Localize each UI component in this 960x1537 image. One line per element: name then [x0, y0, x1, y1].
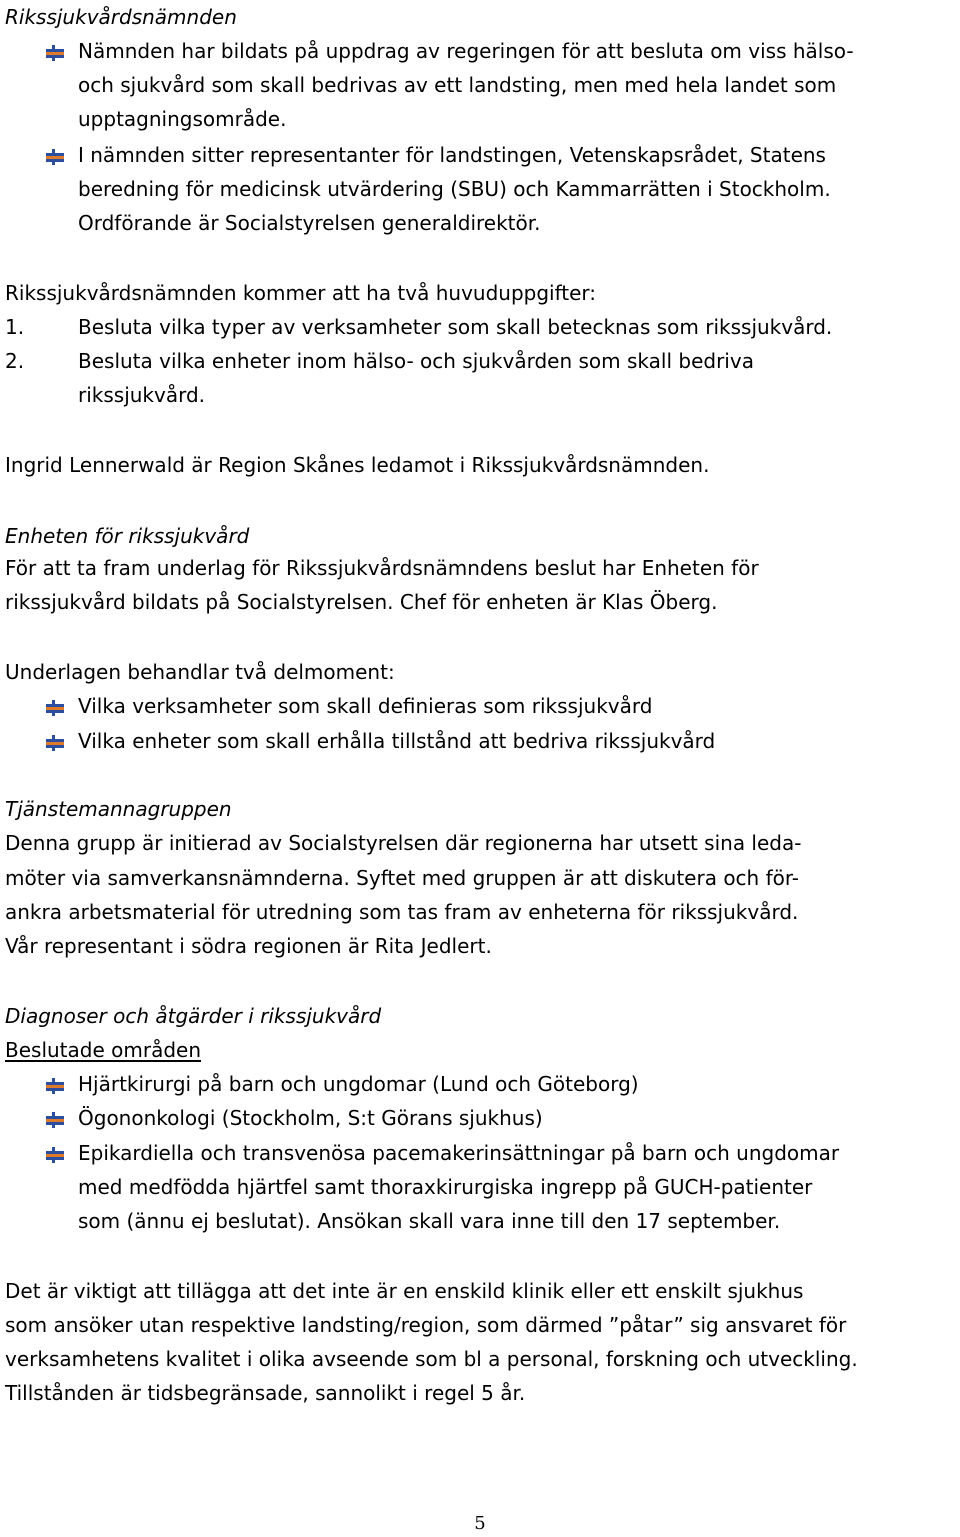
paragraph-line: För att ta fram underlag för Rikssjukvårdsnämndens beslut har Enheten för	[5, 556, 759, 580]
paragraph-line: Vår representant i södra regionen är Rita Jedlert.	[5, 934, 492, 958]
paragraph-line: rikssjukvård bildats på Socialstyrelsen. Chef för enheten är Klas Öberg.	[5, 590, 718, 614]
list-item-line: Vilka enheter som skall erhålla tillstånd att bedriva rikssjukvård	[78, 729, 716, 753]
tasks-intro: Rikssjukvårdsnämnden kommer att ha två huvuduppgifter:	[5, 281, 597, 305]
paragraph-line: verksamhetens kvalitet i olika avseende som bl a personal, forskning och utveckling.	[5, 1347, 858, 1371]
paragraph-line: möter via samverkansnämnderna. Syftet med gruppen är att diskutera och för-	[5, 866, 800, 890]
list-item-line: upptagningsområde.	[78, 107, 287, 131]
bullet-icon	[45, 697, 65, 713]
bullet-icon	[45, 1144, 65, 1160]
list-item-line: Epikardiella och transvenösa pacemakerinsättningar på barn och ungdomar	[78, 1141, 840, 1165]
list-item-line: I nämnden sitter representanter för landstingen, Vetenskapsrådet, Statens	[78, 143, 826, 167]
task-line: rikssjukvård.	[78, 383, 206, 407]
bullet-icon	[45, 146, 65, 162]
list-item-line: som (ännu ej beslutat). Ansökan skall vara inne till den 17 september.	[78, 1209, 781, 1233]
list-item-line: Ögononkologi (Stockholm, S:t Görans sjukhus)	[78, 1106, 543, 1130]
bullet-icon	[45, 42, 65, 58]
bullet-icon	[45, 1109, 65, 1125]
heading-tjanstemannagruppen: Tjänstemannagruppen	[5, 797, 232, 821]
page-number: 5	[474, 1513, 486, 1534]
delmoment-intro: Underlagen behandlar två delmoment:	[5, 660, 395, 684]
heading-beslutade-omraden: Beslutade områden	[5, 1038, 202, 1062]
list-item-line: beredning för medicinsk utvärdering (SBU) och Kammarrätten i Stockholm.	[78, 177, 831, 201]
bullet-icon	[45, 1075, 65, 1091]
list-item-line: Hjärtkirurgi på barn och ungdomar (Lund och Göteborg)	[78, 1072, 639, 1096]
heading-enheten: Enheten för rikssjukvård	[5, 524, 250, 548]
bullet-icon	[45, 732, 65, 748]
list-item-line: Nämnden har bildats på uppdrag av regeringen för att besluta om viss hälso-	[78, 39, 854, 63]
task-number: 1.	[5, 315, 25, 339]
task-line: Besluta vilka typer av verksamheter som skall betecknas som rikssjukvård.	[78, 315, 833, 339]
paragraph-line: Denna grupp är initierad av Socialstyrelsen där regionerna har utsett sina leda-	[5, 831, 802, 855]
heading-rikssjukvardsnamnden: Rikssjukvårdsnämnden	[5, 5, 237, 29]
paragraph-line: Tillstånden är tidsbegränsade, sannolikt i regel 5 år.	[5, 1381, 526, 1405]
paragraph-line: Det är viktigt att tillägga att det inte är en enskild klinik eller ett enskilt sjukhus	[5, 1279, 804, 1303]
task-number: 2.	[5, 349, 25, 373]
paragraph-line: som ansöker utan respektive landsting/region, som därmed ”påtar” sig ansvaret för	[5, 1313, 847, 1337]
list-item-line: med medfödda hjärtfel samt thoraxkirurgiska ingrepp på GUCH-patienter	[78, 1175, 813, 1199]
list-item-line: Vilka verksamheter som skall definieras som rikssjukvård	[78, 694, 653, 718]
paragraph-line: ankra arbetsmaterial för utredning som tas fram av enheterna för rikssjukvård.	[5, 900, 799, 924]
list-item-line: Ordförande är Socialstyrelsen generaldirektör.	[78, 211, 541, 235]
list-item-line: och sjukvård som skall bedrivas av ett landsting, men med hela landet som	[78, 73, 837, 97]
member-line: Ingrid Lennerwald är Region Skånes ledamot i Rikssjukvårdsnämnden.	[5, 453, 710, 477]
task-line: Besluta vilka enheter inom hälso- och sjukvården som skall bedriva	[78, 349, 754, 373]
heading-diagnoser: Diagnoser och åtgärder i rikssjukvård	[5, 1004, 382, 1028]
